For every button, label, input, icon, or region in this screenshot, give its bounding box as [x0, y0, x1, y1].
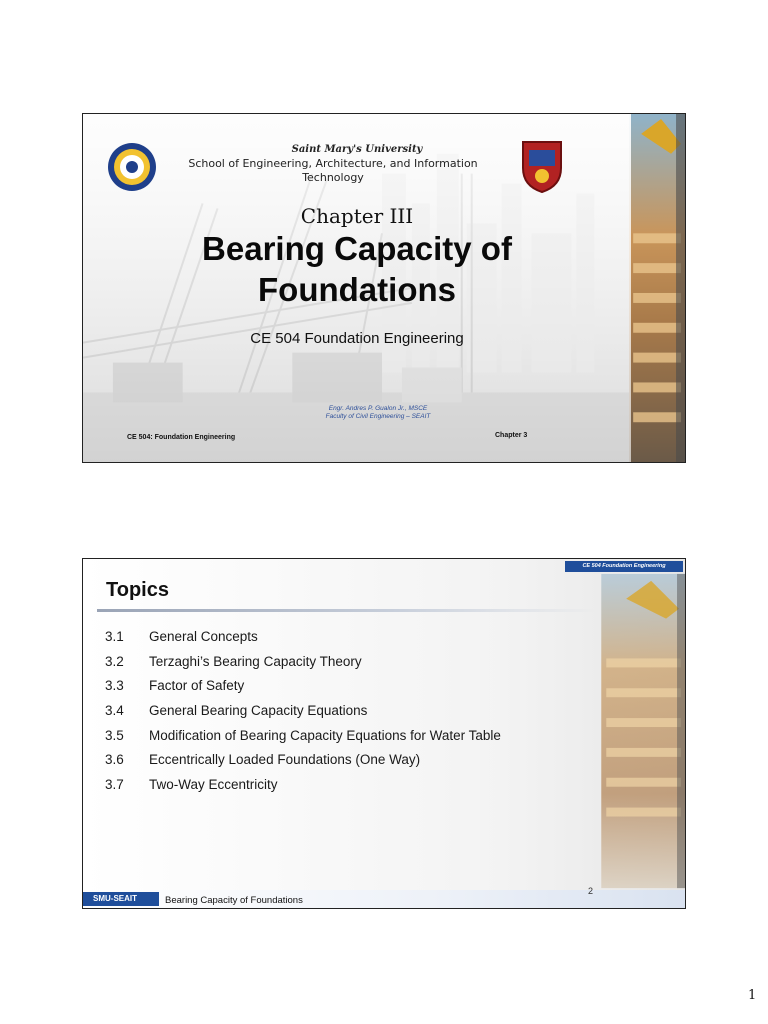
list-item	[105, 678, 501, 703]
topics-heading: Topics	[106, 579, 169, 601]
chapter-label: Chapter III	[300, 204, 414, 228]
school-department: School of Engineering, Architecture, and Information Technology	[188, 157, 478, 184]
author-credit	[273, 405, 483, 421]
topic-list	[105, 629, 501, 802]
list-item	[105, 777, 501, 802]
topic-number: 3.3	[105, 678, 124, 694]
topics-slide	[82, 558, 686, 909]
heading-divider	[97, 609, 597, 612]
topic-text: Eccentrically Loaded Foundations (One Way)	[149, 752, 421, 768]
list-item	[105, 629, 501, 654]
slide-footer-course: CE 504: Foundation Engineering	[127, 434, 236, 441]
topic-text: Factor of Safety	[149, 678, 245, 694]
slide-title	[83, 228, 631, 310]
slide-footer-chapter: Chapter 3	[495, 432, 528, 439]
topic-text: Two-Way Eccentricity	[149, 777, 278, 793]
footer-title: Bearing Capacity of Foundations	[165, 895, 303, 906]
university-name: Saint Mary's University	[291, 144, 423, 155]
topic-number: 3.7	[105, 777, 124, 793]
list-item	[105, 752, 501, 777]
list-item	[105, 703, 501, 728]
topic-number: 3.4	[105, 703, 124, 719]
topic-text: Modification of Bearing Capacity Equations for Water Table	[149, 727, 501, 743]
topic-text: Terzaghi’s Bearing Capacity Theory	[149, 653, 362, 669]
page-number: 1	[748, 988, 757, 1003]
topic-number: 3.6	[105, 752, 124, 768]
slide-title-line-2: Foundations	[258, 271, 456, 308]
course-header-tag: CE 504 Foundation Engineering	[565, 561, 683, 572]
author-faculty: Faculty of Civil Engineering – SEAIT	[325, 413, 431, 420]
topic-number: 3.2	[105, 653, 124, 669]
list-item	[105, 728, 501, 753]
slide-title-line-1: Bearing Capacity of	[202, 230, 512, 267]
list-item	[105, 654, 501, 679]
footer-institution-label: SMU-SEAIT	[83, 892, 159, 906]
author-name: Engr. Andres P. Gualon Jr., MSCE	[328, 405, 428, 412]
course-name: CE 504 Foundation Engineering	[250, 330, 464, 347]
topic-number: 3.5	[105, 727, 124, 743]
topic-number: 3.1	[105, 629, 124, 644]
topic-text: General Concepts	[149, 629, 258, 644]
title-slide	[82, 113, 686, 463]
topic-text: General Bearing Capacity Equations	[149, 703, 368, 719]
slide-number: 2	[588, 886, 594, 896]
